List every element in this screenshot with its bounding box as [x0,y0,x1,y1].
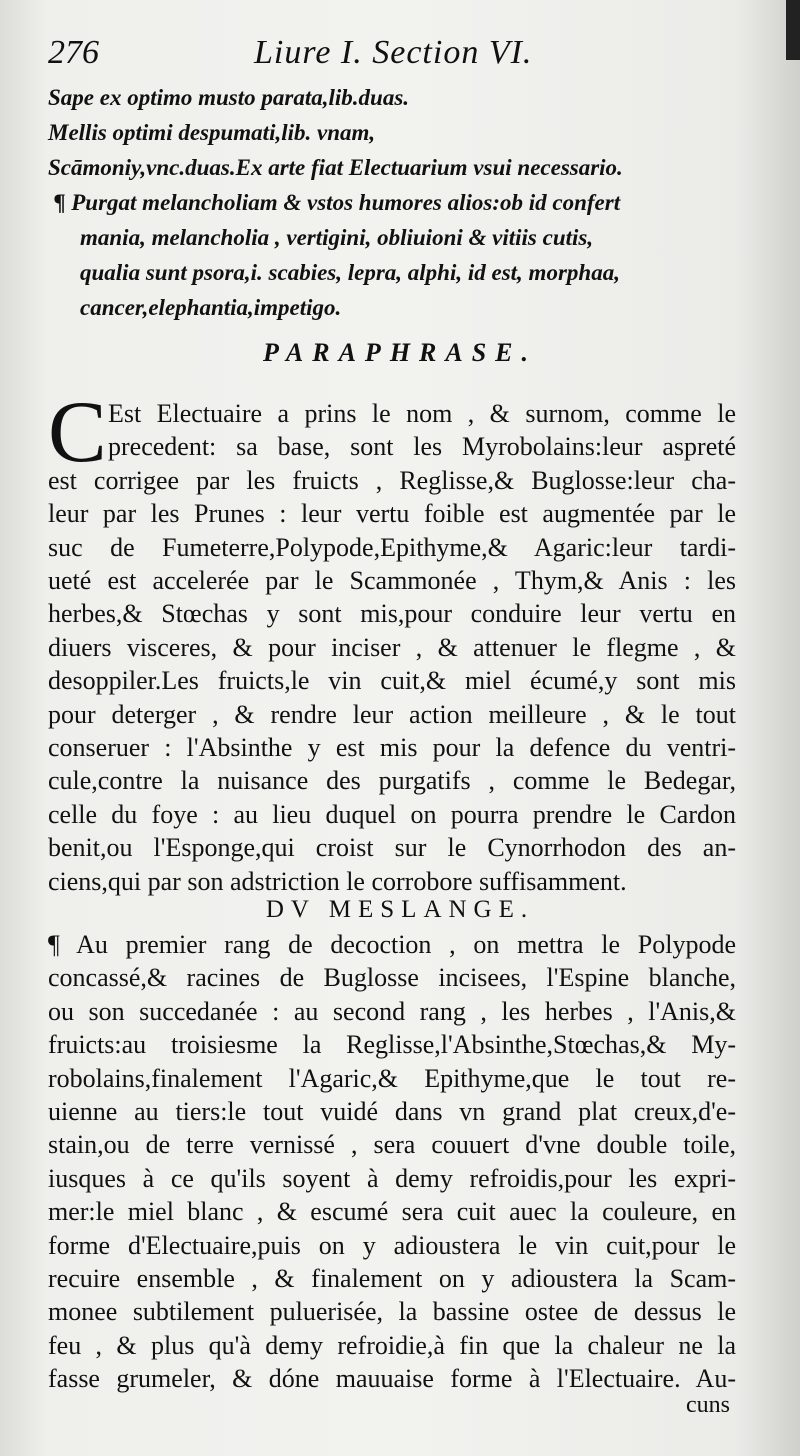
drop-cap: C [48,384,107,481]
paragraph-line: mer:le miel blanc , & escumé sera cuit auec la couleure, en [48,1197,736,1227]
paragraph-line: desoppiler.Les fruicts,le vin cuit,& miel écumé,y sont mis [48,666,736,696]
recipe-line: cancer,elephantia,impetigo. [80,295,342,320]
paragraph-line: celle du foye : au lieu duquel on pourra prendre le Cardon [48,799,736,829]
paragraph-line: monee subtilement puluerisée, la bassine ostee de dessus le [48,1297,736,1327]
paragraph-line: fasse grumeler, & dóne mauuaise forme à l'Electuaire. Au- [48,1364,736,1394]
paragraph-line: cule,contre la nuisance des purgatifs , comme le Bedegar, [48,766,736,796]
paragraph-line: feu , & plus qu'à demy refroidie,à fin que la chaleur ne la [48,1330,736,1360]
paragraph-line: forme d'Electuaire,puis on y adioustera le vin cuit,pour le [48,1230,736,1260]
paragraph-line: robolains,finalement l'Agaric,& Epithyme,que le tout re- [48,1063,736,1093]
paragraph-line: concassé,& racines de Buglosse incisees, l'Espine blanche, [48,963,736,993]
page-header [48,34,748,74]
recipe-line: Sape ex optimo musto parata,lib.duas. [48,85,410,110]
paragraph-line: est corrigee par les fruicts , Reglisse,& Buglosse:leur cha- [48,465,736,495]
running-title: Liure I. Section VI. [254,34,533,71]
paragraph-line: ueté est accelerée par le Scammonée , Thym,& Anis : les [48,566,736,596]
recipe-line: Mellis optimi despumati,lib. vnam, [48,120,376,145]
recipe-line: mania, melancholia , vertigini, obliuioni & vitiis cutis, [80,225,594,250]
meslange-heading: DV MESLANGE. [265,896,535,923]
page-number: 276 [48,34,99,71]
paragraph-line: stain,ou de terre vernissé , sera couuert d'vne double toile, [48,1130,736,1160]
paragraph-line: pour deterger , & rendre leur action meilleure , & le tout [48,699,736,729]
recipe-block [48,80,748,325]
paragraph-line: benit,ou l'Esponge,qui croist sur le Cynorrhodon des an- [48,833,736,863]
paragraph-line: suc de Fumeterre,Polypode,Epithyme,& Agaric:leur tardi- [48,532,736,562]
paragraph-line: Est Electuaire a prins le nom , & surnom, comme le [108,399,736,428]
recipe-line: qualia sunt psora,i. scabies, lepra, alphi, id est, morphaa, [80,260,620,285]
paragraph-line: ou son succedanée : au second rang , les herbes , l'Anis,& [48,996,736,1026]
paragraph-line: conseruer : l'Absinthe y est mis pour la defence du ventri- [48,733,736,763]
paragraph-line: ciens,qui par son adstriction le corrobore suffisamment. [48,866,627,896]
paragraph-line: herbes,& Stœchas y sont mis,pour conduire leur vertu en [48,599,736,629]
catchword: cuns [686,1392,730,1418]
paraphrase-paragraph [48,397,736,898]
paragraph-line: recuire ensemble , & finalement on y adioustera la Scam- [48,1264,736,1294]
meslange-paragraph [48,928,736,1396]
paragraph-line: diuers visceres, & pour inciser , & attenuer le flegme , & [48,632,736,662]
recipe-line: Scāmoniy,vnc.duas.Ex arte fiat Electuarium vsui necessario. [48,155,623,180]
paragraph-line: ¶ Au premier rang de decoction , on mettra le Polypode [48,930,736,959]
paragraph-line: uienne au tiers:le tout vuidé dans vn grand plat creux,d'e- [48,1097,736,1127]
recipe-line: ¶ Purgat melancholiam & vstos humores alios:ob id confert [54,190,621,215]
paraphrase-heading: PARAPHRASE. [262,338,538,367]
paragraph-line: fruicts:au troisiesme la Reglisse,l'Absinthe,Stœchas,& My- [48,1030,736,1060]
page-edge-shadow [786,0,800,60]
paragraph-line: leur par les Prunes : leur vertu foible est augmentée par le [48,499,736,529]
paragraph-line: precedent: sa base, sont les Myrobolains:leur aspreté [108,432,736,462]
paragraph-line: iusques à ce qu'ils soyent à demy refroidis,pour les expri- [48,1163,736,1193]
